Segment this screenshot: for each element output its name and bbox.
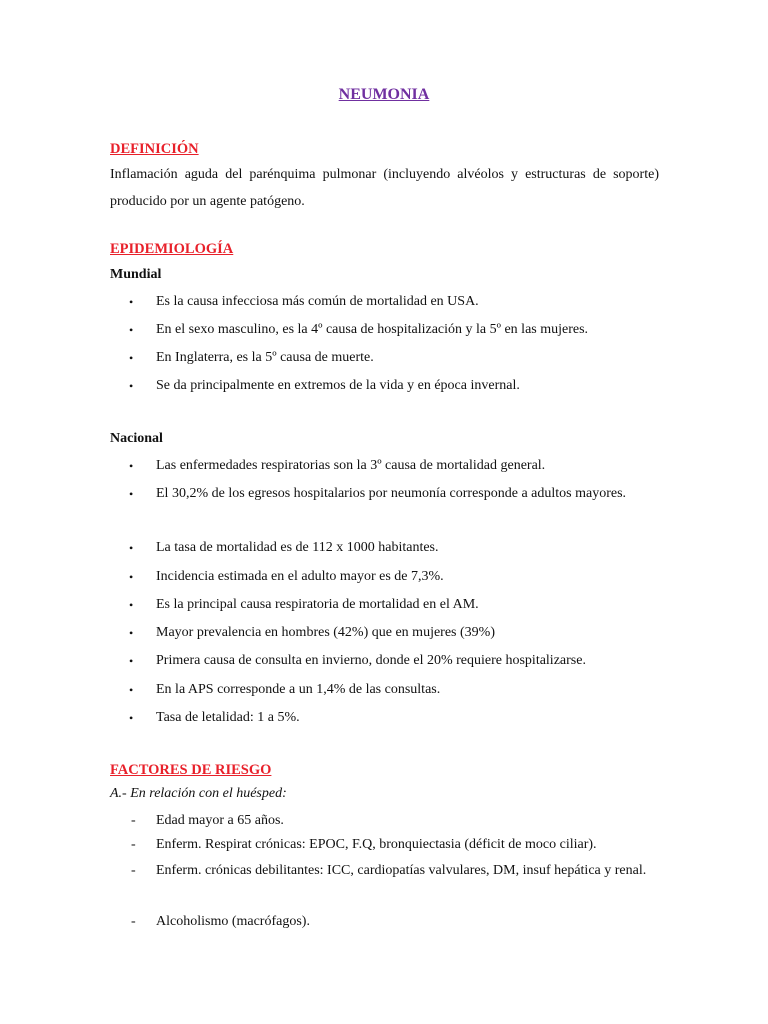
bullet-marker: • <box>129 379 134 393</box>
bullet-marker: • <box>129 570 134 584</box>
dash-marker: - <box>131 837 136 852</box>
list-item-text: Es la causa infecciosa más común de mortalidad en USA. <box>156 294 479 309</box>
bullet-marker: • <box>129 459 134 473</box>
list-item <box>129 909 659 935</box>
dash-marker: - <box>131 863 136 878</box>
heading-definicion: DEFINICIÓN <box>110 141 199 157</box>
bullet-marker: • <box>129 683 134 697</box>
bullet-marker: • <box>129 654 134 668</box>
bullet-marker: • <box>129 351 134 365</box>
list-item-text: El 30,2% de los egresos hospitalarios por neumonía corresponde a adultos mayores. <box>156 486 627 501</box>
list-item <box>129 289 659 315</box>
list-item <box>129 317 659 343</box>
list-item-text: Las enfermedades respiratorias son la 3º causa de mortalidad general. <box>156 458 546 473</box>
list-item <box>129 564 659 590</box>
heading-factores-de-riesgo: FACTORES DE RIESGO <box>110 762 272 778</box>
list-item <box>129 481 659 507</box>
subheading-mundial: Mundial <box>110 267 162 282</box>
list-item-text: Mayor prevalencia en hombres (42%) que en mujeres (39%) <box>156 625 495 640</box>
bullet-marker: • <box>129 626 134 640</box>
bullet-marker: • <box>129 711 134 725</box>
list-item-text: Es la principal causa respiratoria de mortalidad en el AM. <box>156 597 479 612</box>
bullet-marker: • <box>129 323 134 337</box>
definicion-text: Inflamación aguda del parénquima pulmonar (incluyendo alvéolos y estructuras de soporte) producido por un agente patógeno. <box>110 167 659 209</box>
list-item-text: Enferm. crónicas debilitantes: ICC, cardiopatías valvulares, DM, insuf hepática y renal. <box>156 863 647 878</box>
dash-marker: - <box>131 914 136 929</box>
dash-marker: - <box>131 813 136 828</box>
list-item <box>129 858 659 884</box>
list-item-text: Enferm. Respirat crónicas: EPOC, F.Q, bronquiectasia (déficit de moco ciliar). <box>156 837 597 852</box>
list-item <box>129 535 659 561</box>
list-item <box>129 373 659 399</box>
list-item-text: En el sexo masculino, es la 4º causa de hospitalización y la 5º en las mujeres. <box>156 322 589 337</box>
list-item <box>129 705 659 731</box>
bullet-marker: • <box>129 487 134 501</box>
list-item-text: En Inglaterra, es la 5º causa de muerte. <box>156 350 374 365</box>
list-item <box>129 592 659 618</box>
list-item-text: Tasa de letalidad: 1 a 5%. <box>156 710 300 725</box>
bullet-marker: • <box>129 598 134 612</box>
list-item-text: Edad mayor a 65 años. <box>156 813 284 828</box>
list-item-text: Incidencia estimada en el adulto mayor es de 7,3%. <box>156 569 444 584</box>
list-item <box>129 453 659 479</box>
list-item <box>129 677 659 703</box>
list-item-text: En la APS corresponde a un 1,4% de las consultas. <box>156 682 441 697</box>
list-item <box>129 832 659 858</box>
list-item <box>129 620 659 646</box>
list-item <box>129 648 659 674</box>
subheading-huesped: A.- En relación con el huésped: <box>110 786 287 801</box>
subheading-nacional: Nacional <box>110 431 163 446</box>
list-item <box>129 345 659 371</box>
list-item-text: Primera causa de consulta en invierno, donde el 20% requiere hospitalizarse. <box>156 653 586 668</box>
bullet-marker: • <box>129 295 134 309</box>
list-item <box>129 808 659 834</box>
list-item-text: La tasa de mortalidad es de 112 x 1000 habitantes. <box>156 540 439 555</box>
heading-epidemiologia: EPIDEMIOLOGÍA <box>110 241 234 257</box>
list-item-text: Se da principalmente en extremos de la vida y en época invernal. <box>156 378 520 393</box>
list-item-text: Alcoholismo (macrófagos). <box>156 914 310 929</box>
bullet-marker: • <box>129 541 134 555</box>
document-title: NEUMONIA <box>338 86 430 103</box>
